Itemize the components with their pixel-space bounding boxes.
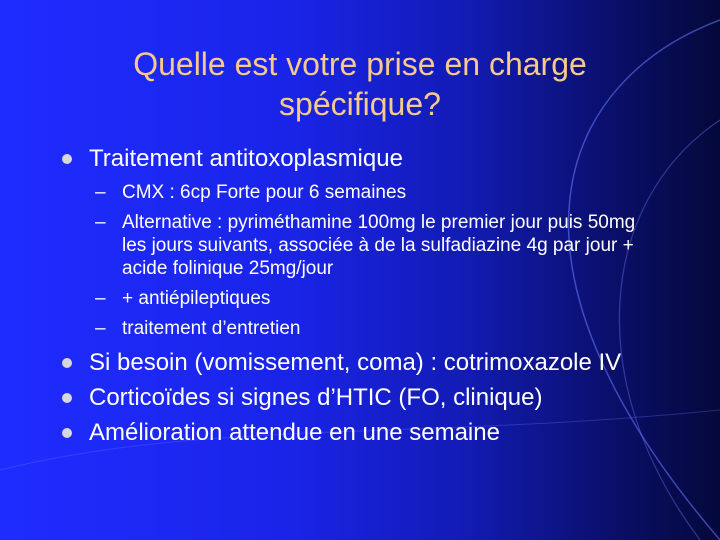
- title-line-2: spécifique?: [279, 86, 441, 122]
- sub-bullet-entretien: [62, 317, 662, 340]
- sub-bullet-alternative: [62, 211, 662, 280]
- title-line-1: Quelle est votre prise en charge: [133, 46, 587, 82]
- bullet-text: Si besoin (vomissement, coma) : cotrimoxazole IV: [89, 349, 622, 376]
- sub-bullet-antiepileptiques: [62, 287, 662, 310]
- sub-bullet-text: + antiépileptiques: [122, 288, 271, 309]
- sub-bullet-text: CMX : 6cp Forte pour 6 semaines: [122, 182, 407, 203]
- bullet-dot-icon: [62, 358, 72, 368]
- sub-bullet-cmx: [62, 181, 662, 204]
- bullet-corticoides: [62, 383, 662, 412]
- bullet-dot-icon: [62, 428, 72, 438]
- bullet-list: [62, 144, 662, 447]
- slide-title: [60, 44, 660, 124]
- bullet-text: Amélioration attendue en une semaine: [89, 419, 500, 446]
- bullet-text: Traitement antitoxoplasmique: [89, 145, 403, 172]
- bullet-dot-icon: [62, 393, 72, 403]
- bullet-traitement: [62, 144, 662, 173]
- dash-icon: –: [95, 318, 106, 339]
- sub-bullet-text: traitement d’entretien: [122, 318, 301, 339]
- bullet-dot-icon: [62, 154, 72, 164]
- bullet-amelioration: [62, 418, 662, 447]
- sub-bullet-text: Alternative : pyriméthamine 100mg le premier jour puis 50mg les jours suivants, associée à de la sulfadiazine 4g par jour + acide folinique 25mg/jour: [122, 212, 636, 279]
- bullet-si-besoin: [62, 348, 662, 377]
- bullet-text: Corticoïdes si signes d’HTIC (FO, clinique): [89, 384, 543, 411]
- dash-icon: –: [95, 182, 106, 203]
- dash-icon: –: [95, 288, 106, 309]
- dash-icon: –: [95, 212, 106, 233]
